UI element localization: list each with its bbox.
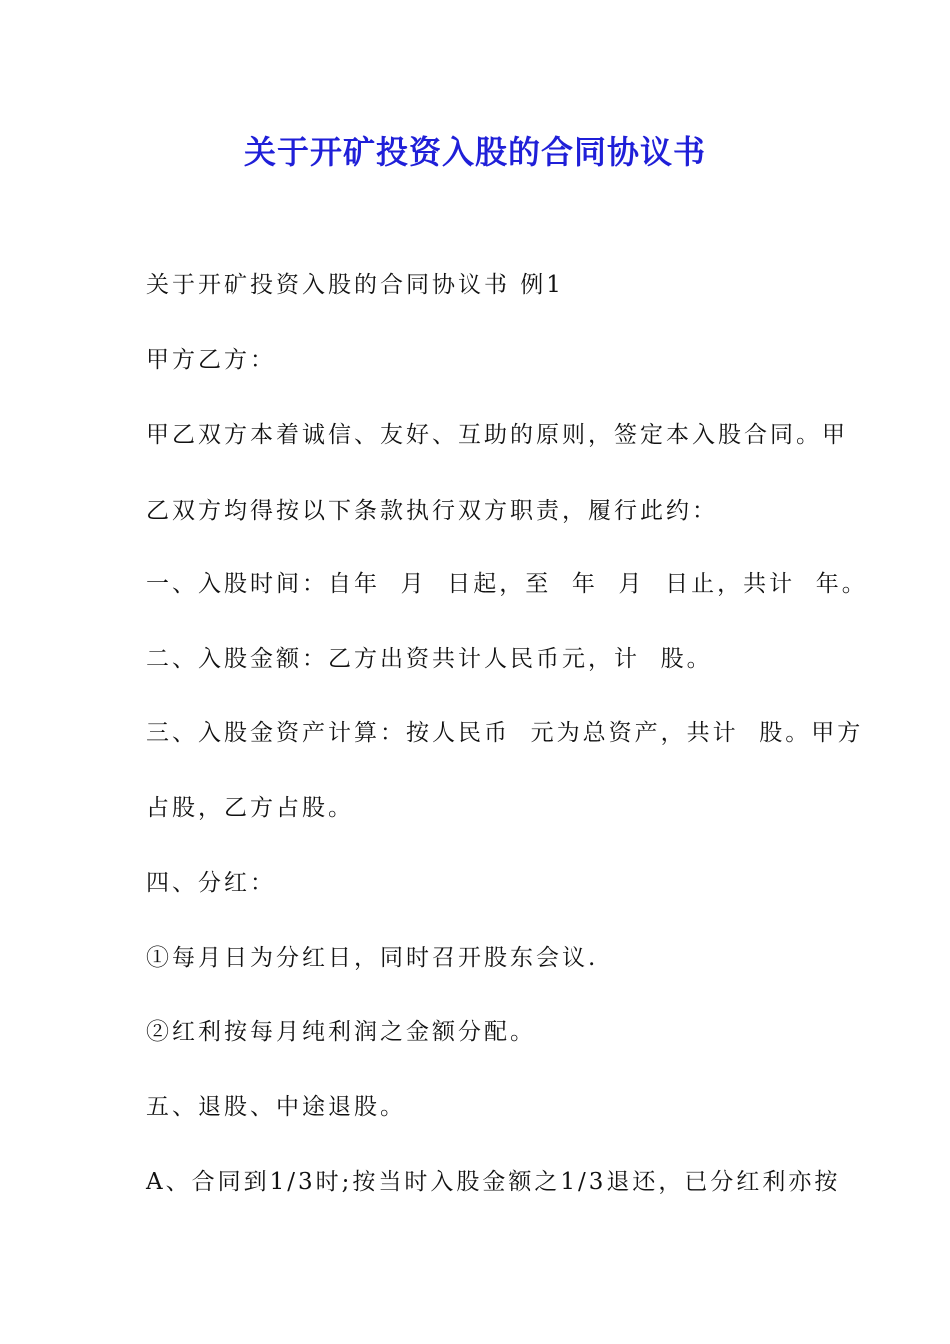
paragraph-preamble-line-2: 乙双方均得按以下条款执行双方职责，履行此约： <box>146 498 718 524</box>
paragraph-parties: 甲方乙方： <box>146 347 276 373</box>
clause-5-withdrawal-heading: 五、退股、中途退股。 <box>146 1094 406 1120</box>
clause-3-asset-calc-line-2: 占股，乙方占股。 <box>146 795 354 821</box>
paragraph-subtitle: 关于开矿投资入股的合同协议书 例1 <box>146 272 564 298</box>
clause-5-item-a: A、合同到1/3时;按当时入股金额之1/3退还，已分红利亦按 <box>146 1169 841 1195</box>
clause-4-item-2: ②红利按每月纯利润之金额分配。 <box>146 1019 536 1045</box>
clause-1-share-period: 一、入股时间：自年 月 日起，至 年 月 日止，共计 年。 <box>146 571 868 597</box>
clause-4-dividend-heading: 四、分红： <box>146 870 276 896</box>
paragraph-preamble-line-1: 甲乙双方本着诚信、友好、互助的原则，签定本入股合同。甲 <box>146 422 848 448</box>
clause-3-asset-calc-line-1: 三、入股金资产计算：按人民币 元为总资产，共计 股。甲方 <box>146 720 864 746</box>
document-title: 关于开矿投资入股的合同协议书 <box>243 133 706 171</box>
clause-2-share-amount: 二、入股金额：乙方出资共计人民币元，计 股。 <box>146 646 713 672</box>
clause-4-item-1: ①每月日为分红日，同时召开股东会议. <box>146 945 599 971</box>
